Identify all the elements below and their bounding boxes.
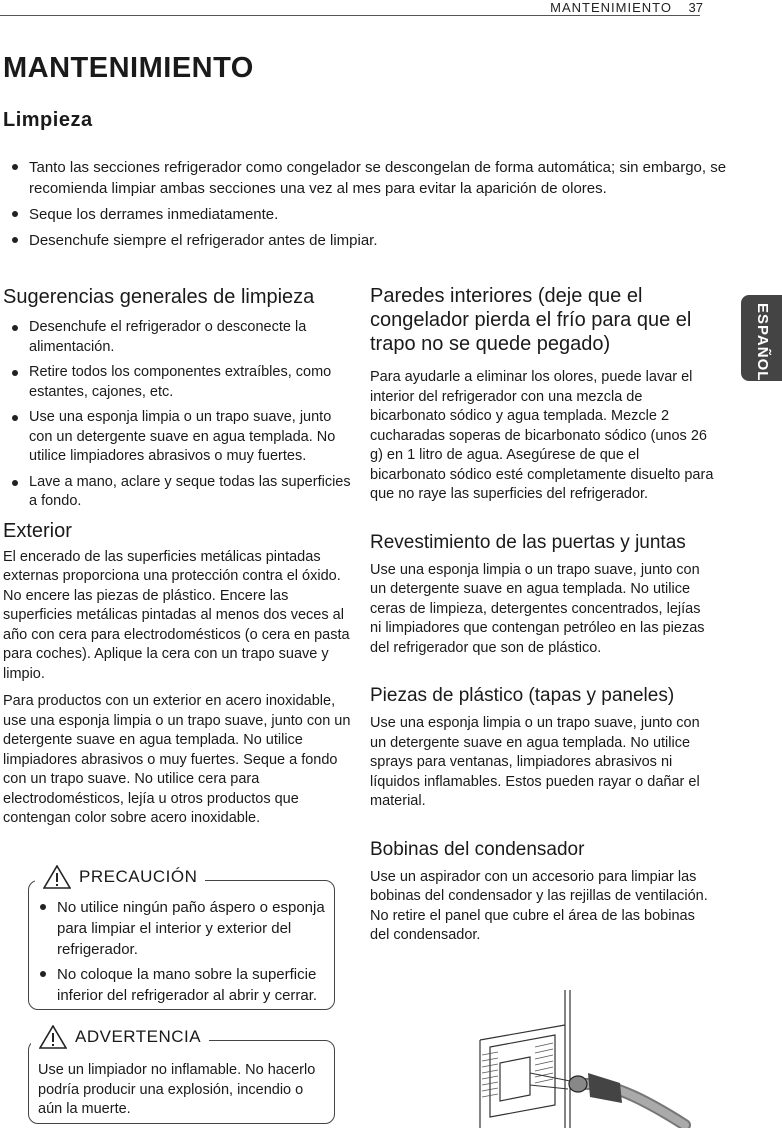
language-tab: [741, 295, 782, 381]
list-item: Seque los derrames inmediatamente.: [3, 204, 763, 225]
warning-title-bar: [31, 1025, 209, 1049]
plastic-text: Use una esponja limpia o un trapo suave, junto con un detergente suave en agua templada. No utilice sprays para ventanas, limpiadores abrasivos ni líquidos inflamables. Estos pueden rayar o dañar el material.: [370, 715, 700, 809]
list-item: Tanto las secciones refrigerador como congelador se descongelan de forma automática; sin embargo, se recomienda limpiar ambas secciones una vez al mes para evitar la aparición de olores.: [3, 157, 763, 199]
warning-title: ADVERTENCIA: [75, 1027, 202, 1046]
list-item: Use una esponja limpia o un trapo suave, junto con un detergente suave en agua templada. No utilice limpiadores abrasivos o muy fuertes.: [3, 408, 353, 467]
list-item: Desenchufe el refrigerador o desconecte la alimentación.: [3, 318, 353, 357]
caution-title-bar: [35, 865, 205, 889]
exterior-paragraph-1: El encerado de las superficies metálicas pintadas externas proporciona una protección contra el óxido. No encere las piezas de plástico. Encere las superficies metálicas pintadas al menos dos veces al año con cera para electrodomésticos (o cera en pasta para coches). Aplique la cera con un trapo suave y limpio.: [3, 548, 350, 682]
intro-list: [3, 157, 763, 256]
exterior-heading: Exterior: [3, 519, 72, 542]
section-title: Limpieza: [3, 109, 93, 131]
warning-text: Use un limpiador no inflamable. No hacerlo podría producir una explosión, incendio o aún la muerte.: [38, 1062, 316, 1117]
doors-text: Use una esponja limpia o un trapo suave, junto con un detergente suave en agua templada. No utilice ceras de limpieza, detergentes concentrados, lejías ni limpiadores que contengan petróleo en las piezas del refrigerador que son de plástico.: [370, 561, 705, 656]
interior-heading: Paredes interiores (deje que el congelador pierda el frío para que el trapo no se quede pegado): [370, 285, 692, 355]
page-number: 37: [688, 0, 703, 15]
coils-text: Use un aspirador con un accesorio para limpiar las bobinas del condensador y las rejillas de ventilación. No retire el panel que cubre el área de las bobinas del condensador.: [370, 868, 708, 943]
warning-triangle-icon: [43, 865, 71, 889]
general-heading: Sugerencias generales de limpieza: [3, 286, 315, 308]
list-item: Desenchufe siempre el refrigerador antes de limpiar.: [3, 230, 763, 251]
caution-title: PRECAUCIÓN: [79, 867, 198, 886]
plastic-heading: Piezas de plástico (tapas y paneles): [370, 685, 675, 706]
warning-triangle-icon: [39, 1025, 67, 1049]
list-item: Lave a mano, aclare y seque todas las superficies a fondo.: [3, 473, 353, 512]
header-rule: [0, 15, 700, 16]
caution-box: [28, 867, 335, 1010]
doors-heading: Revestimiento de las puertas y juntas: [370, 531, 686, 553]
list-item: No coloque la mano sobre la superficie inferior del refrigerador al abrir y cerrar.: [31, 964, 331, 1006]
left-column: [3, 284, 353, 829]
condenser-cleaning-illustration: [470, 985, 700, 1128]
exterior-paragraph-2: Para productos con un exterior en acero inoxidable, use una esponja limpia o un trapo suave, junto con un detergente suave en agua templada. No utilice limpiadores abrasivos o muy fuertes. Seque a fondo con un trapo suave. No utilice cera para electrodomésticos, lejía u otros productos que contengan color sobre acero inoxidable.: [3, 693, 351, 826]
general-list: [3, 318, 353, 512]
caution-list: [31, 897, 331, 1006]
warning-box: [28, 1027, 335, 1124]
coils-heading: Bobinas del condensador: [370, 838, 585, 860]
interior-text: Para ayudarle a eliminar los olores, puede lavar el interior del refrigerador con una mezcla de bicarbonato sódico y agua templada. Mezcle 2 cucharadas soperas de bicarbonato sódico (unos 26 g) en 1 litro de agua. Asegúrese de que el bicarbonato sódico esté completamente disuelto para que no raye las superficies del refrigerador.: [370, 369, 714, 502]
list-item: No utilice ningún paño áspero o esponja para limpiar el interior y exterior del refrigerador.: [31, 897, 331, 960]
right-column: [370, 284, 715, 946]
running-header: MANTENIMIENTO: [550, 0, 672, 15]
list-item: Retire todos los componentes extraíbles, como estantes, cajones, etc.: [3, 363, 353, 402]
page-title: MANTENIMIENTO: [3, 52, 254, 84]
language-tab-label: ESPAÑOL: [754, 303, 771, 382]
